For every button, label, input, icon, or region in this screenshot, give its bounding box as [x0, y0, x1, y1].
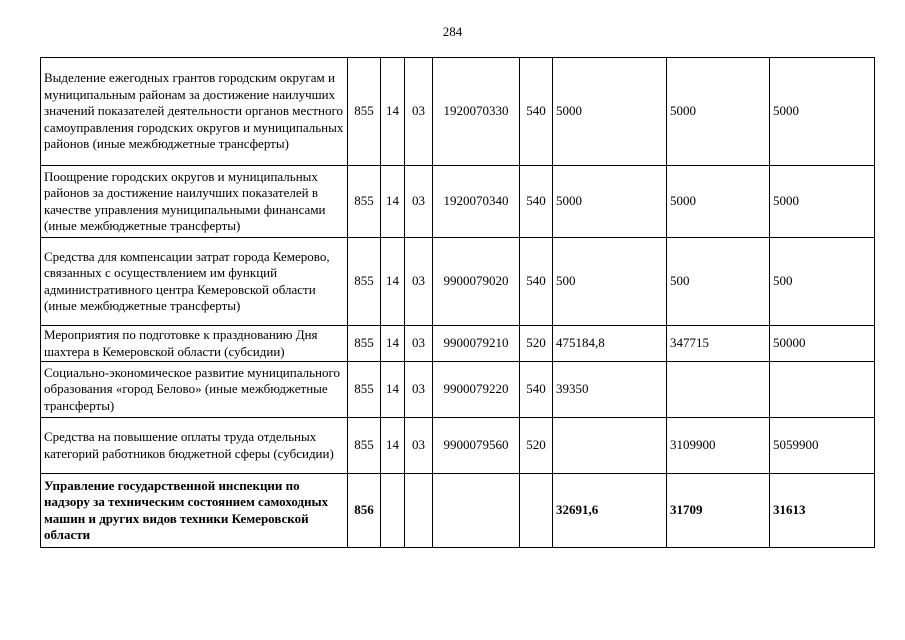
expense-type-cell: 520 [520, 418, 553, 474]
ministry-code-cell: 856 [348, 474, 381, 548]
table-row [41, 362, 875, 418]
target-item-cell [433, 474, 520, 548]
expense-type-cell: 540 [520, 362, 553, 418]
row-name-cell: Средства на повышение оплаты труда отдельных категорий работников бюджетной сферы (субсидии) [41, 418, 348, 474]
amount-col-1-cell: 32691,6 [553, 474, 667, 548]
amount-col-1-cell: 5000 [553, 58, 667, 166]
amount-col-2-cell: 31709 [667, 474, 770, 548]
amount-col-3-cell: 50000 [770, 326, 875, 362]
target-item-cell: 1920070330 [433, 58, 520, 166]
amount-col-1-cell [553, 418, 667, 474]
row-name-cell: Выделение ежегодных грантов городским округам и муниципальным районам за достижение наилучших значений показателей деятельности органов местного самоуправления городских округов и муниципальных районов (иные межбюджетные трансферты) [41, 58, 348, 166]
expense-type-cell: 540 [520, 58, 553, 166]
expense-type-cell: 540 [520, 166, 553, 238]
section-code-cell: 14 [381, 362, 405, 418]
ministry-code-cell: 855 [348, 238, 381, 326]
target-item-cell: 9900079560 [433, 418, 520, 474]
row-name-cell: Социально-экономическое развитие муниципального образования «город Белово» (иные межбюджетные трансферты) [41, 362, 348, 418]
subsection-code-cell: 03 [405, 326, 433, 362]
amount-col-3-cell [770, 362, 875, 418]
table-row [41, 418, 875, 474]
budget-table [40, 57, 875, 548]
section-code-cell [381, 474, 405, 548]
amount-col-2-cell [667, 362, 770, 418]
amount-col-1-cell: 39350 [553, 362, 667, 418]
page-number: 284 [442, 24, 463, 39]
table-row [41, 58, 875, 166]
amount-col-3-cell: 31613 [770, 474, 875, 548]
row-name-cell: Мероприятия по подготовке к празднованию Дня шахтера в Кемеровской области (субсидии) [41, 326, 348, 362]
amount-col-1-cell: 475184,8 [553, 326, 667, 362]
amount-col-3-cell: 5000 [770, 166, 875, 238]
row-name-cell: Поощрение городских округов и муниципальных районов за достижение наилучших показателей в качестве управления муниципальными финансами (иные межбюджетные трансферты) [41, 166, 348, 238]
section-code-cell: 14 [381, 58, 405, 166]
ministry-code-cell: 855 [348, 166, 381, 238]
section-code-cell: 14 [381, 418, 405, 474]
amount-col-1-cell: 5000 [553, 166, 667, 238]
subsection-code-cell: 03 [405, 418, 433, 474]
table-row [41, 326, 875, 362]
subsection-code-cell [405, 474, 433, 548]
section-code-cell: 14 [381, 238, 405, 326]
amount-col-2-cell: 3109900 [667, 418, 770, 474]
subsection-code-cell: 03 [405, 58, 433, 166]
expense-type-cell: 520 [520, 326, 553, 362]
subsection-code-cell: 03 [405, 166, 433, 238]
table-row [41, 474, 875, 548]
row-name-cell: Управление государственной инспекции по надзору за техническим состоянием самоходных машин и других видов техники Кемеровской области [41, 474, 348, 548]
ministry-code-cell: 855 [348, 362, 381, 418]
section-code-cell: 14 [381, 326, 405, 362]
target-item-cell: 9900079210 [433, 326, 520, 362]
table-row [41, 166, 875, 238]
amount-col-2-cell: 5000 [667, 166, 770, 238]
ministry-code-cell: 855 [348, 58, 381, 166]
row-name-cell: Средства для компенсации затрат города Кемерово, связанных с осуществлением им функций административного центра Кемеровской области (иные межбюджетные трансферты) [41, 238, 348, 326]
expense-type-cell [520, 474, 553, 548]
expense-type-cell: 540 [520, 238, 553, 326]
amount-col-3-cell: 5059900 [770, 418, 875, 474]
subsection-code-cell: 03 [405, 362, 433, 418]
amount-col-2-cell: 500 [667, 238, 770, 326]
table-row [41, 238, 875, 326]
table-body [41, 58, 875, 548]
section-code-cell: 14 [381, 166, 405, 238]
target-item-cell: 1920070340 [433, 166, 520, 238]
amount-col-1-cell: 500 [553, 238, 667, 326]
amount-col-2-cell: 5000 [667, 58, 770, 166]
amount-col-2-cell: 347715 [667, 326, 770, 362]
ministry-code-cell: 855 [348, 326, 381, 362]
target-item-cell: 9900079220 [433, 362, 520, 418]
amount-col-3-cell: 5000 [770, 58, 875, 166]
target-item-cell: 9900079020 [433, 238, 520, 326]
ministry-code-cell: 855 [348, 418, 381, 474]
amount-col-3-cell: 500 [770, 238, 875, 326]
subsection-code-cell: 03 [405, 238, 433, 326]
